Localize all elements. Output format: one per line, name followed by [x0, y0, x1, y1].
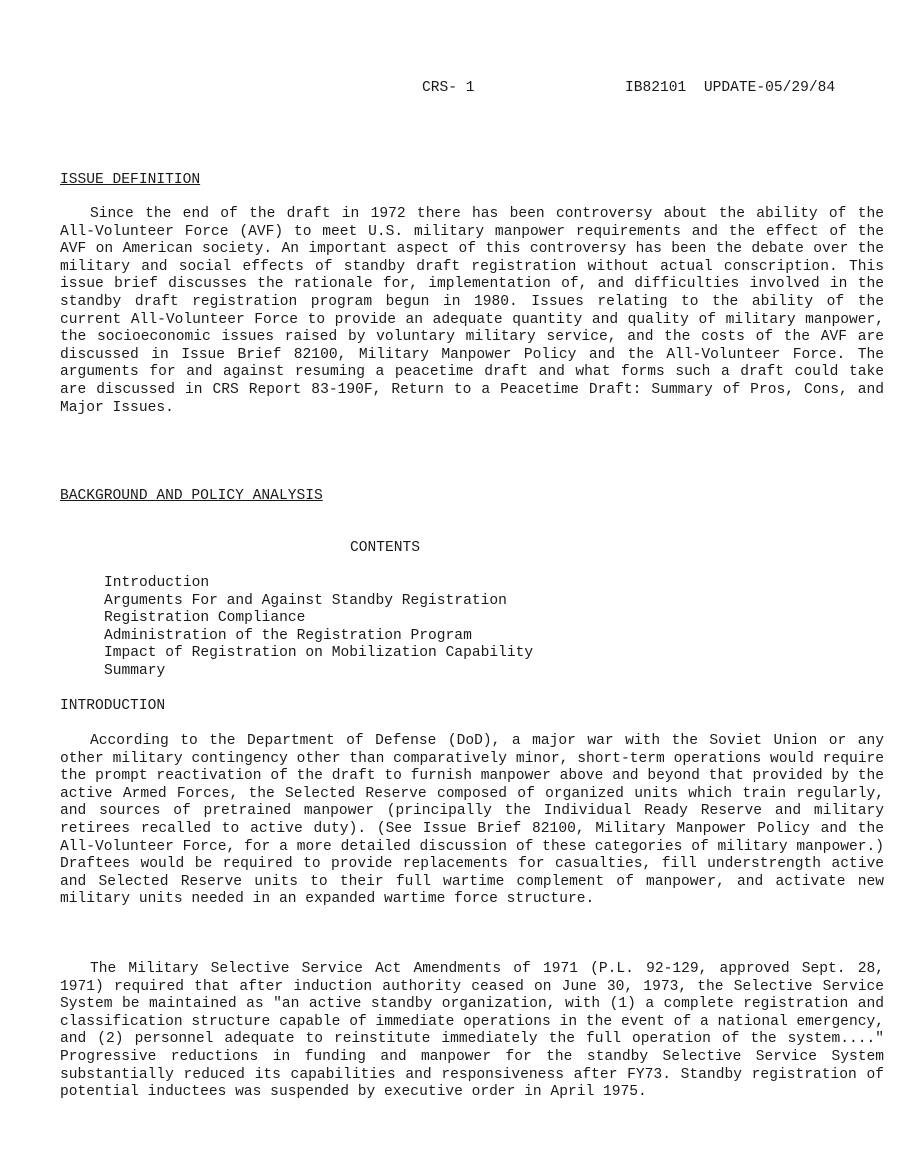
- issue-definition-paragraph: Since the end of the draft in 1972 there has been controversy about the ability of the All-Volunteer Force (AVF) to meet U.S. military manpower requirements and the effect of the AVF on American society. An important aspect of this controversy has been the debate over the military and social effects of standby draft registration without actual conscription. This issue brief discusses the rationale for, implementation of, and difficulties involved in the standby draft registration program begun in 1980. Issues relating to the ability of the current All-Volunteer Force to provide an adequate quantity and quality of military manpower, the socioeconomic issues raised by voluntary military service, and the costs of the AVF are discussed in Issue Brief 82100, Military Manpower Policy and the All-Volunteer Force. The arguments for and against resuming a peacetime draft and what forms such a draft could take are discussed in CRS Report 83-190F, Return to a Peacetime Draft: Summary of Pros, Cons, and Major Issues.: [60, 206, 884, 416]
- update-date: UPDATE-05/29/84: [703, 80, 836, 96]
- doc-id-update: [625, 80, 835, 96]
- contents-item: Administration of the Registration Program: [104, 627, 472, 644]
- contents-item: Registration Compliance: [104, 610, 306, 627]
- page-label: CRS- 1: [422, 80, 475, 96]
- contents-item: Introduction: [104, 575, 210, 591]
- doc-id: IB82101: [625, 80, 687, 96]
- introduction-paragraph-1: According to the Department of Defense (DoD), a major war with the Soviet Union or any other military contingency other than comparatively minor, short-term operations would require the prompt reactivation of the draft to furnish manpower above and beyond that provided by the active Armed Forces, the Selected Reserve composed of organized units which train regularly, and sources of pretrained manpower (principally the Individual Ready Reserve and military retirees recalled to active duty). (See Issue Brief 82100, Military Manpower Policy and the All-Volunteer Force, for a more detailed discussion of these categories of military manpower.) Draftees would be required to provide replacements for casualties, fill understrength active and Selected Reserve units to their full wartime complement of manpower, and activate new military units needed in an expanded wartime force structure.: [60, 733, 884, 908]
- contents-item: Summary: [104, 662, 166, 679]
- background-heading: BACKGROUND AND POLICY ANALYSIS: [60, 488, 323, 504]
- issue-definition-heading: ISSUE DEFINITION: [60, 172, 201, 188]
- contents-item: Arguments For and Against Standby Registration: [104, 592, 507, 609]
- introduction-paragraph-2: The Military Selective Service Act Amendments of 1971 (P.L. 92-129, approved Sept. 28, 1971) required that after induction authority ceased on June 30, 1973, the Selective Service System be maintained as "an active standby organization, with (1) a complete registration and classification structure capable of immediate operations in the event of a national emergency, and (2) personnel adequate to reinstitute immediately the full operation of the system...." Progressive reductions in funding and manpower for the standby Selective Service System substantially reduced its capabilities and responsiveness after FY73. Standby registration of potential inductees was suspended by executive order in April 1975.: [60, 961, 884, 1101]
- introduction-heading: INTRODUCTION: [60, 698, 166, 714]
- contents-item: Impact of Registration on Mobilization Capability: [104, 645, 534, 662]
- contents-list: [104, 575, 533, 681]
- contents-title: CONTENTS: [350, 540, 421, 556]
